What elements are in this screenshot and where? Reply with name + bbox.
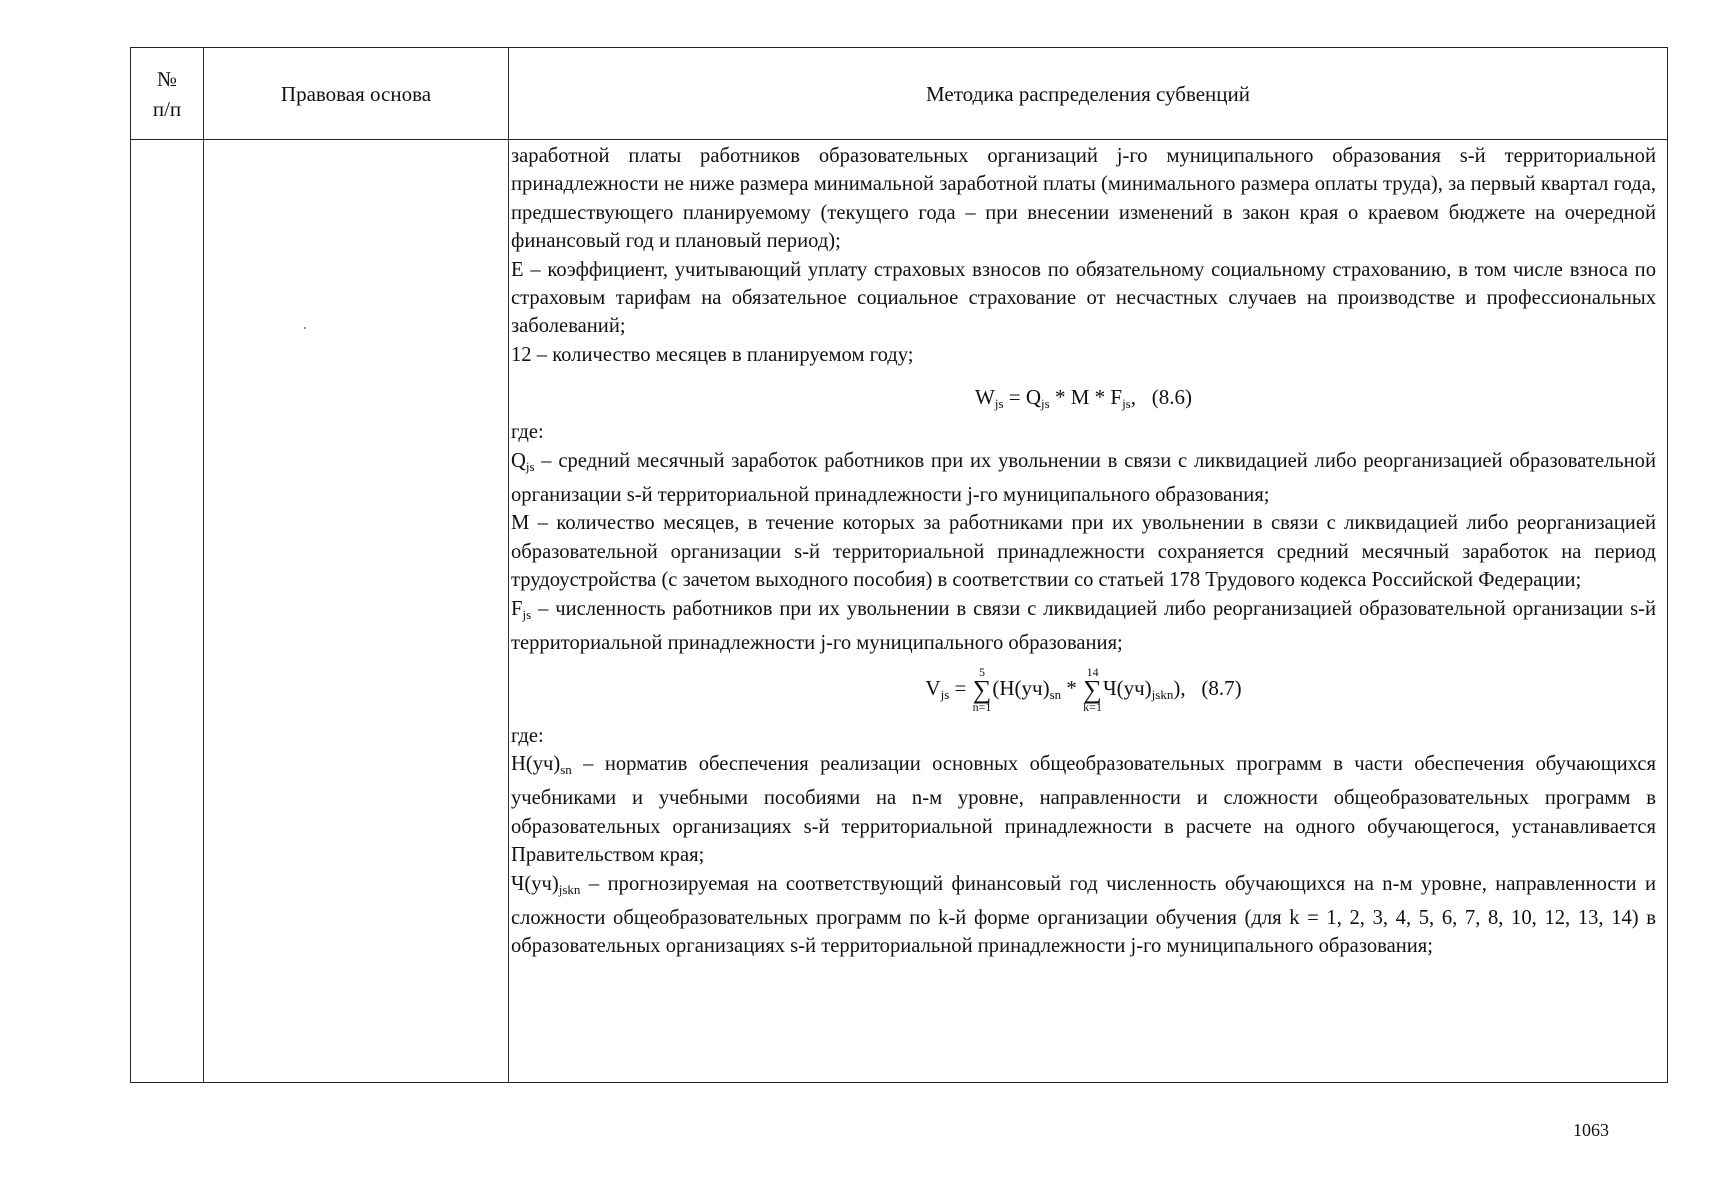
formula-number: (8.7) (1201, 675, 1242, 700)
page-number: 1063 (1573, 1120, 1609, 1140)
paragraph-months: 12 – количество месяцев в планируемом году; (511, 343, 914, 366)
column-divider (508, 48, 509, 1082)
header-number-abbr: п/п (152, 96, 182, 121)
paragraph-q-js: $Q_{js}$ – средний месячный заработок работников при их увольнении в связи с ликвидацией либо реорганизацией образовательной организации s-й территориальной принадлежности j-го муниципального образования; (511, 449, 1656, 507)
paragraph-m: M – количество месяцев, в течение которых за работниками при их увольнении в связи с ликвидацией либо реорганизацией образовательной организации s-й территориальной принадлежности сохраняется средний месячный заработок на период трудоустройства (с зачетом выходного пособия) в соответствии со статьей 178 Трудового кодекса Российской Федерации; (511, 512, 1656, 592)
where-label: где: (511, 724, 544, 747)
formula-8-6: $W_{js} = Q_{js} * M * F_{js}$, (8.6) (975, 385, 1192, 412)
sum-symbol: 5 ∑ n=1 (972, 664, 992, 714)
header-divider (131, 139, 1667, 140)
formula-number: (8.6) (1151, 385, 1192, 410)
header-methodology: Методика распределения субвенций (925, 81, 1251, 106)
subvention-table (130, 47, 1668, 1083)
sum-symbol: 14 ∑ k=1 (1083, 664, 1102, 714)
paragraph-f-js: $F_{js}$ – численность работников при их увольнении в связи с ликвидацией либо реорганизацией образовательной организации s-й территориальной принадлежности j-го муниципального образования; (511, 597, 1656, 655)
where-label: где: (511, 421, 544, 444)
paragraph-coefficient-e: E – коэффициент, учитывающий уплату страховых взносов по обязательному социальному страхованию, в том числе взноса по страховым тарифам на обязательное социальное страхование от несчастных случаев на производстве и профессиональных заболеваний; (511, 258, 1656, 338)
paragraph-wage: заработной платы работников образовательных организаций j-го муниципального образования s-й территориальной принадлежности не ниже размера минимальной заработной платы (минимального размера оплаты труда), за первый квартал года, предшествующего планируемому (текущего года – при внесении изменений в закон края о краевом бюджете на очередной финансовый год и плановый период); (511, 145, 1656, 253)
formula-8-7: $V_{js}$ = 5 ∑ n=1 ($Н(уч)_{sn}$ * 14 ∑ k=1 $Ч(уч)_{jskn}$), (8.7) (925, 664, 1242, 714)
paragraph-ch-jskn: $Ч(уч)_{jskn}$ – прогнозируемая на соответствующий финансовый год численность обучающихся на n-м уровне, направленности и сложности общеобразовательных программ по k-й форме организации обучения (для k = 1, 2, 3, 4, 5, 6, 7, 8, 10, 12, 13, 14) в образовательных организациях s-й территориальной принадлежности j-го муниципального образования; (511, 872, 1656, 958)
column-divider (203, 48, 204, 1082)
header-number-symbol: № (156, 66, 178, 91)
scan-speck (304, 327, 306, 329)
header-legal-basis: Правовая основа (280, 81, 432, 106)
paragraph-h-sn: $Н(уч)_{sn}$ – норматив обеспечения реализации основных общеобразовательных программ в части обеспечения обучающихся учебниками и учебными пособиями на n-м уровне, направленности и сложности общеобразовательных программ в образовательных организациях s-й территориальной принадлежности в расчете на одного обучающегося, устанавливается Правительством края; (511, 752, 1656, 867)
header-number-column (131, 48, 203, 139)
methodology-cell (511, 142, 1656, 961)
